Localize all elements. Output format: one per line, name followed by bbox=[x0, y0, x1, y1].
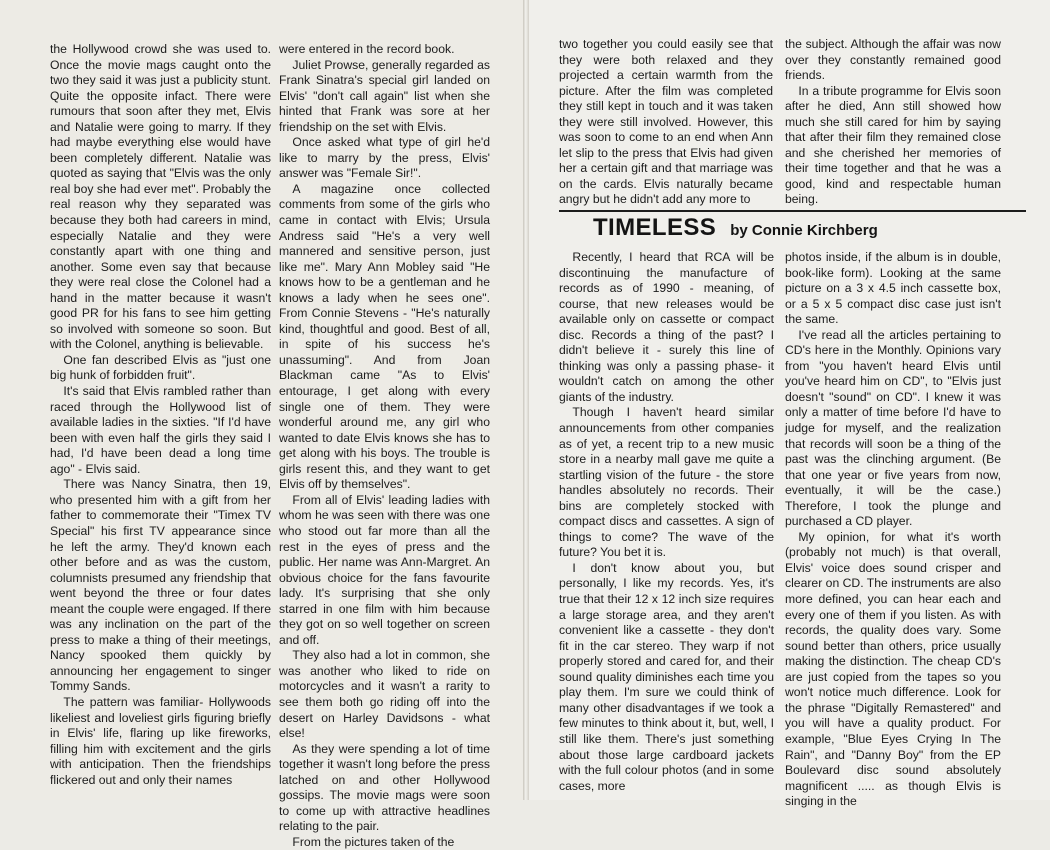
paragraph: There was Nancy Sinatra, then 19, who presented him with a gift from her father to commemorate their "Timex TV Special" his first TV appearance since he left the army. They'd known each other before and as was the custom, columnists presumed any friendship that went beyond the three or four dates meant the couple were engaged. If there was any inclination on the part of the press to make a thing of their meetings, Nancy spooked them quickly by announcing her engagement to singer Tommy Sands. bbox=[50, 477, 271, 694]
paragraph: In a tribute programme for Elvis soon after he died, Ann still showed how much she still cared for him by saying that after their film they remained close and she cherished her memories of their time together and that he was a good, kind and respectable human being. bbox=[785, 83, 1001, 207]
left-page-column-1 bbox=[50, 42, 271, 788]
paragraph: It's said that Elvis rambled rather than raced through the Hollywood list of available ladies in the sixties. "If I'd have been with even half the girls they said I had, I'd have been dead a long time ago" - Elvis said. bbox=[50, 384, 271, 476]
paragraph: the Hollywood crowd she was used to. Once the movie mags caught onto the two they said it was just a publicity stunt. Quite the opposite infact. There were rumours that soon after they met, Elvis and Natalie were going to marry. If they had maybe everything else would have been completely different. Natalie was quoted as saying that "Elvis was the only real boy she had ever met". Probably the real reason why they separated was because they both had careers in mind, especially Natalie and they were constantly apart with one thing and another. Some even say that because they were real close the Colonel had a hand in the matter because it wasn't good PR for his fans to see him getting so involved with someone so soon. But with the Colonel, anything is believable. bbox=[50, 42, 271, 352]
paragraph: were entered in the record book. bbox=[279, 42, 455, 56]
paragraph: Though I haven't heard similar announcements from other companies as of yet, a recent trip to a new music store in a nearby mall gave me quite a startling vision of the future - the store handles absolutely no records. Their bins are completely stocked with compact discs and cassettes. A sign of things to come? The wave of the future? You bet it is. bbox=[559, 405, 774, 560]
left-page-column-2 bbox=[279, 42, 490, 850]
paragraph: From the pictures taken of the bbox=[292, 834, 455, 849]
article-divider bbox=[559, 210, 1026, 212]
article-column-1 bbox=[559, 250, 774, 794]
paragraph: Once asked what type of girl he'd like to marry by the press, Elvis' answer was "Female Sir!". bbox=[279, 135, 490, 181]
article-heading bbox=[593, 214, 878, 248]
paragraph: A magazine once collected comments from some of the girls who came in contact with Elvis; Ursula Andress said "He's a very well mannered and sensitive person, just like me". Mary Ann Mobley said "He knows how to be a gentleman and he knows a lady when he sees one". From Connie Stevens - "He's naturally kind, thoughtful and good. Best of all, in spite of his success he's unassuming". And from Joan Blackman came "As to Elvis' entourage, I get along with every single one of them. They were wonderful around me, any girl who wanted to date Elvis knows she has to get along with his boys. The trouble is girls resent this, and they want to get Elvis off by themselves". bbox=[279, 181, 490, 492]
article-column-2 bbox=[785, 250, 1001, 810]
right-page-column-1 bbox=[559, 37, 773, 208]
right-page-column-2 bbox=[785, 37, 1001, 208]
paragraph: My opinion, for what it's worth (probably not much) is that overall, Elvis' voice does sound crisper and clearer on CD. The instruments are also more defined, you can hear each and every one of them if you listen. As with records, the quality does vary. Some sound better than others, price usually making the distinction. The cheap CD's are just copied from the tapes so you won't notice much difference. Look for the phrase "Digitally Remastered" and you will have a quality product. For example, "Blue Eyes Crying In The Rain", and "Danny Boy" from the EP Boulevard disc sound absolutely magnificent ..... as though Elvis is singing in the bbox=[785, 529, 1001, 809]
paragraph: photos inside, if the album is in double, book-like form). Looking at the same picture on a 3 x 4.5 inch cassette box, or a 5 x 5 compact disc case just isn't the same. bbox=[785, 250, 1001, 327]
article-byline: by Connie Kirchberg bbox=[730, 222, 878, 239]
paragraph: As they were spending a lot of time together it wasn't long before the press latched on and other Hollywood gossips. The movie mags were soon to come up with attractive headlines relating to the pair. bbox=[279, 741, 490, 834]
paragraph: From all of Elvis' leading ladies with whom he was seen with there was one who stood out far more than all the rest in the eyes of press and the public. Her name was Ann-Margret. An obvious choice for the fans favourite lady. It's surprising that she only starred in one film with him because they got on so well together on screen and off. bbox=[279, 492, 490, 647]
paragraph: two together you could easily see that they were both relaxed and they projected a certain warmth from the picture. After the film was completed they still kept in touch and it was taken they were still involved. However, this was soon to come to an end when Ann let slip to the press that Elvis had given her a certain gift and that marriage was on the cards. Elvis naturally became angry but he didn't add any more to bbox=[559, 37, 773, 207]
paragraph: I don't know about you, but personally, I like my records. Yes, it's true that their 12 x 12 inch size requires a large storage area, and they aren't convenient like a cassette - they don't fit in the car stereo. They warp if not properly stored and cared for, and their sound quality diminishes each time you play them. I'm sure we could think of many other disadvantages if we took a few minutes to think about it, but, well, I still like them. There's just something about those large cardboard jackets with the full colour photos (and in some cases, more bbox=[559, 560, 774, 793]
paragraph: Juliet Prowse, generally regarded as Frank Sinatra's special girl landed on Elvis' "don't call again" list when she hinted that Frank was sore at her friendship on the set with Elvis. bbox=[279, 57, 490, 134]
paragraph: They also had a lot in common, she was another who liked to ride on motorcycles and it wasn't a rarity to see them both go riding off into the desert on Harley Davidsons - what else! bbox=[279, 648, 490, 741]
paragraph: the subject. Although the affair was now over they constantly remained good friends. bbox=[785, 37, 1001, 83]
paragraph: Recently, I heard that RCA will be discontinuing the manufacture of records as of 1990 - meaning, of course, that new releases would be available only on cassette or compact disc. Records a thing of the past? I didn't believe it - surely this line of thinking was only a passing phase- it wouldn't catch on among the other giants of the industry. bbox=[559, 250, 774, 404]
paragraph: I've read all the articles pertaining to CD's here in the Monthly. Opinions vary from "you haven't heard Elvis until you've heard him on CD", to "Elvis just doesn't "sound" on CD". I knew it was only a matter of time before I'd have to judge for myself, and the realization that records will soon be a thing of the past was the clinching argument. (Be that one year or five years from now, eventually, it will be the case.) Therefore, I took the plunge and purchased a CD player. bbox=[785, 327, 1001, 529]
left-page bbox=[0, 0, 523, 849]
article-title: TIMELESS bbox=[593, 214, 717, 241]
right-page bbox=[529, 0, 1050, 809]
paragraph: One fan described Elvis as "just one big hunk of forbidden fruit". bbox=[50, 352, 271, 383]
paragraph: The pattern was familiar- Hollywoods likeliest and loveliest girls figuring briefly in Elvis' life, flaring up like fireworks, filling him with excitement and the girls with anticipation. Then the friendships flickered out and only their names bbox=[50, 694, 271, 787]
